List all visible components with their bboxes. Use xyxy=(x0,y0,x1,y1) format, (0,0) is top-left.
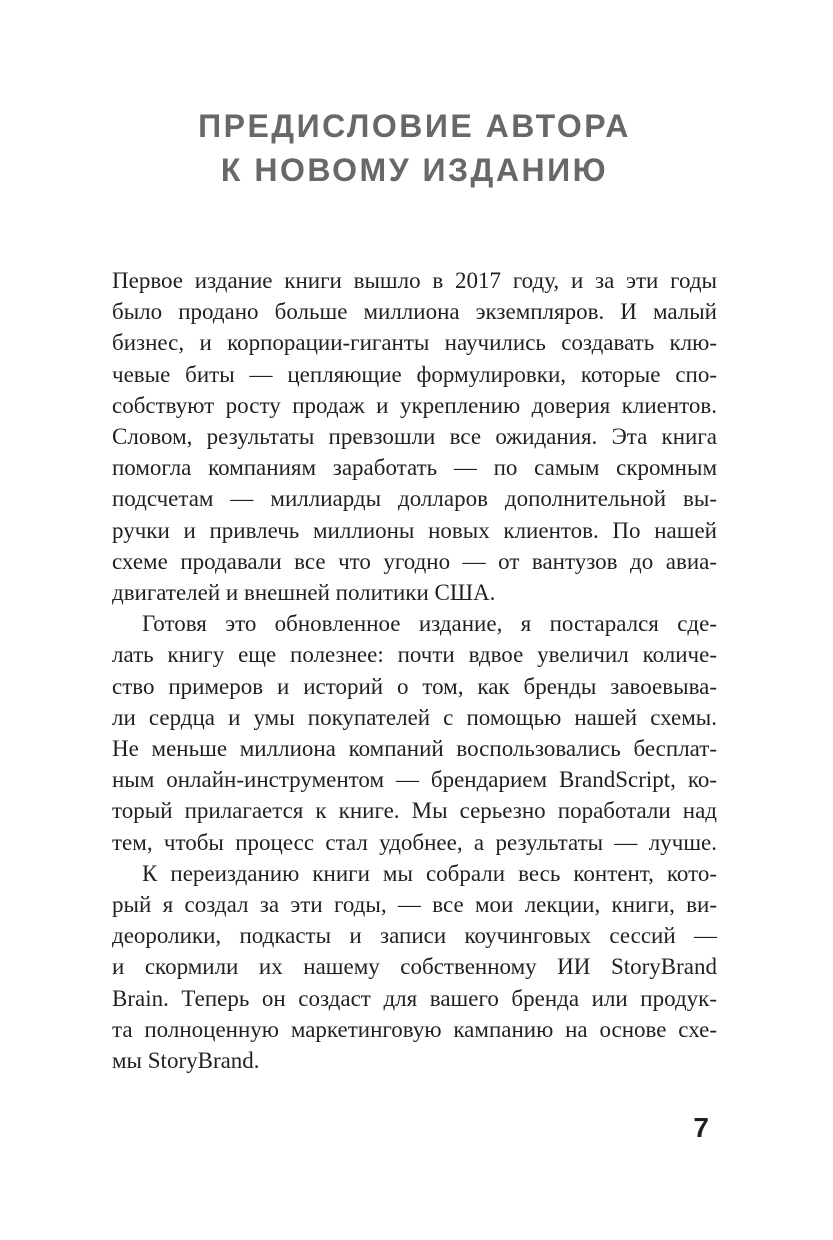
text-line: подсчетам — миллиарды долларов дополнительной вы- xyxy=(112,486,717,512)
text-line: тем, чтобы процесс стал удобнее, а результаты — лучше. xyxy=(112,829,717,855)
text-line: торый прилагается к книге. Мы серьезно поработали над xyxy=(112,798,717,824)
chapter-heading xyxy=(112,0,717,192)
text-line: ным онлайн-инструментом — брендарием BrandScript, ко- xyxy=(112,767,717,793)
text-line: ручки и привлечь миллионы новых клиентов. По нашей xyxy=(112,517,717,543)
text-line: деоролики, подкасты и записи коучинговых сессий — xyxy=(112,923,717,949)
text-line: Первое издание книги вышло в 2017 году, и за эти годы xyxy=(112,268,717,293)
text-line: Словом, результаты превзошли все ожидания. Эта книга xyxy=(112,424,717,450)
paragraph xyxy=(112,608,717,858)
text-line: Brain. Теперь он создаст для вашего бренда или продук- xyxy=(112,985,717,1011)
paragraph xyxy=(112,858,717,1076)
chapter-heading-line-1: ПРЕДИСЛОВИЕ АВТОРА xyxy=(198,108,631,144)
text-line: рый я создал за эти годы, — все мои лекции, книги, ви- xyxy=(112,892,717,918)
text-line: лать книгу еще полезнее: почти вдвое увеличил количе- xyxy=(112,642,717,668)
text-line: и скормили их нашему собственному ИИ StoryBrand xyxy=(112,954,717,980)
page-number: 7 xyxy=(693,1112,709,1143)
text-line: было продано больше миллиона экземпляров. И малый xyxy=(112,299,717,325)
text-line: двигателей и внешней политики США. xyxy=(112,580,496,606)
text-line: мы StoryBrand. xyxy=(112,1048,260,1074)
text-line: помогла компаниям заработать — по самым скромным xyxy=(112,455,717,481)
text-line: собствуют росту продаж и укреплению доверия клиентов. xyxy=(112,392,717,418)
text-line: ли сердца и умы покупателей с помощью нашей схемы. xyxy=(112,704,717,730)
text-line: К переизданию книги мы собрали весь контент, кото- xyxy=(142,860,717,886)
body-text xyxy=(112,265,717,1076)
text-line: Не меньше миллиона компаний воспользовались бесплат- xyxy=(112,736,717,762)
text-line: бизнес, и корпорации-гиганты научились создавать клю- xyxy=(112,330,717,356)
text-line: та полноценную маркетинговую кампанию на основе схе- xyxy=(112,1016,717,1042)
text-column xyxy=(112,0,717,1076)
text-line: схеме продавали все что угодно — от вантузов до авиа- xyxy=(112,548,717,574)
chapter-heading-line-2: К НОВОМУ ИЗДАНИЮ xyxy=(220,152,609,188)
text-line: чевые биты — цепляющие формулировки, которые спо- xyxy=(112,361,717,387)
text-line: Готовя это обновленное издание, я постарался сде- xyxy=(142,611,717,637)
paragraph xyxy=(112,265,717,608)
text-line: ство примеров и историй о том, как бренды завоевыва- xyxy=(112,673,717,699)
